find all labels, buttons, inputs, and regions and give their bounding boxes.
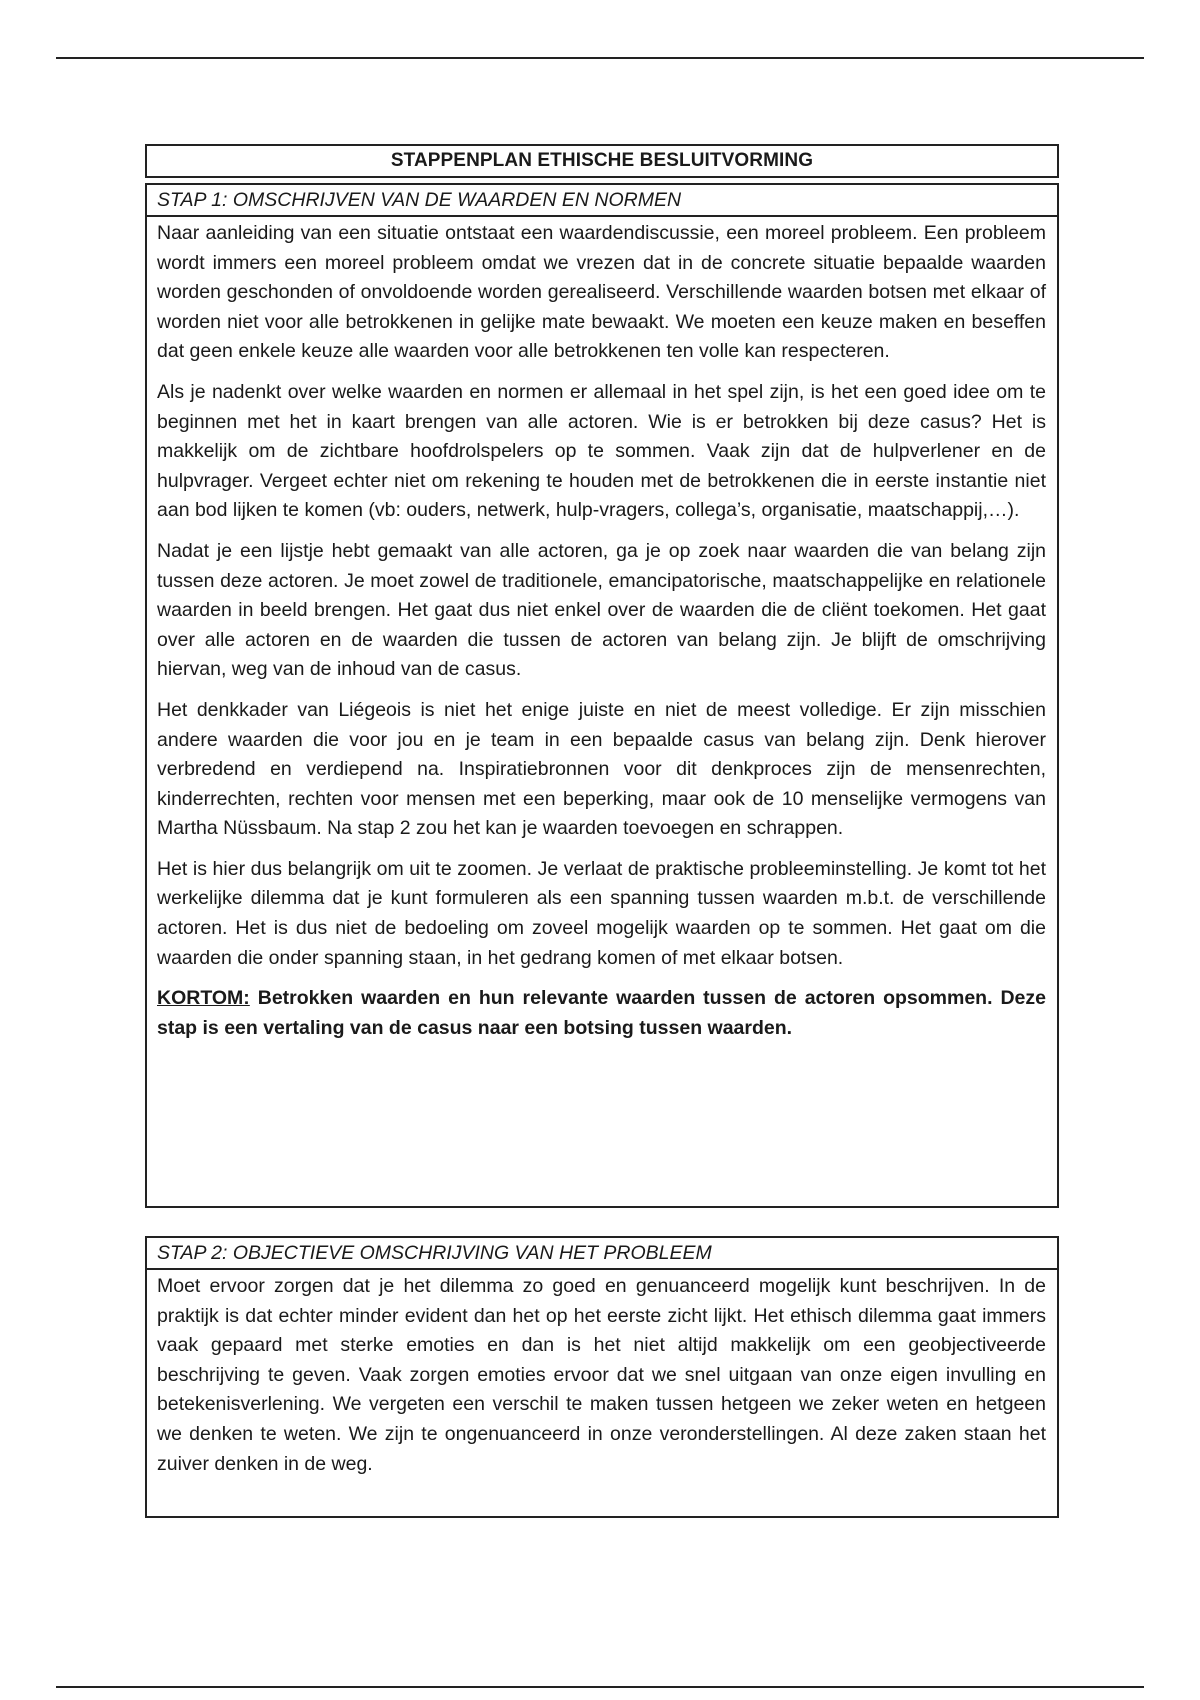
step-1-summary	[157, 984, 1046, 1043]
header-rule	[56, 57, 1144, 59]
step-2-heading: STAP 2: OBJECTIEVE OMSCHRIJVING VAN HET PROBLEEM	[147, 1238, 1057, 1270]
document-title: STAPPENPLAN ETHISCHE BESLUITVORMING	[145, 144, 1059, 178]
kortom-label: KORTOM:	[157, 987, 250, 1010]
step-1-body	[147, 217, 1057, 1043]
kortom-text: Betrokken waarden en hun relevante waarden tussen de actoren opsommen. Deze stap is een vertaling van de casus naar een botsing tussen waarden.	[157, 987, 1046, 1039]
step-1-section	[145, 183, 1059, 1208]
step-1-paragraph-5: Het is hier dus belangrijk om uit te zoomen. Je verlaat de praktische probleeminstelling. Je komt tot het werkelijke dilemma dat je kunt formuleren als een spanning tussen waarden m.b.t. de verschillende actoren. Het is dus niet de bedoeling om zoveel mogelijk waarden op te sommen. Het gaat om die waarden die onder spanning staan, in het gedrang komen of met elkaar botsen.	[157, 857, 1046, 969]
step-2-body	[147, 1270, 1057, 1479]
step-1-paragraph-1: Naar aanleiding van een situatie ontstaat een waardendiscussie, een moreel probleem. Een probleem wordt immers een moreel probleem omdat we vrezen dat in de concrete situatie bepaalde waarden worden geschonden of onvoldoende worden gerealiseerd. Verschillende waarden botsen met elkaar of worden niet voor alle betrokkenen in gelijke mate bewaakt. We moeten een keuze maken en beseffen dat geen enkele keuze alle waarden voor alle betrokkenen ten volle kan respecteren.	[157, 222, 1046, 363]
step-2-section	[145, 1236, 1059, 1518]
step-2-paragraph: Moet ervoor zorgen dat je het dilemma zo goed en genuanceerd mogelijk kunt beschrijven. In de praktijk is dat echter minder evident dan het op het eerste zicht lijkt. Het ethisch dilemma gaat immers vaak gepaard met sterke emoties en dan is het niet altijd makkelijk om een geobjectiveerde beschrijving te geven. Vaak zorgen emoties ervoor dat we snel uitgaan van onze eigen invulling en betekenisverlening. We vergeten een verschil te maken tussen hetgeen we zeker weten en hetgeen we denken te weten. We zijn te ongenuanceerd in onze veronderstellingen. Al deze zaken staan het zuiver denken in de weg.	[157, 1275, 1046, 1475]
step-1-paragraph-2: Als je nadenkt over welke waarden en normen er allemaal in het spel zijn, is het een goed idee om te beginnen met het in kaart brengen van alle actoren. Wie is er betrokken bij deze casus? Het is makkelijk om de zichtbare hoofdrolspelers op te sommen. Vaak zijn dat de hulpverlener en de hulpvrager. Vergeet echter niet om rekening te houden met de betrokkenen die in eerste instantie niet aan bod lijken te komen (vb: ouders, netwerk, hulp-vragers, collega’s, organisatie, maatschappij,…).	[157, 380, 1046, 522]
step-1-paragraph-4: Het denkkader van Liégeois is niet het enige juiste en niet de meest volledige. Er zijn misschien andere waarden die voor jou en je team in een bepaalde casus van belang zijn. Denk hierover verbredend en verdiepend na. Inspiratiebronnen voor dit denkproces zijn de mensenrechten, kinderrechten, rechten voor mensen met een beperking, maar ook de 10 menselijke vermogens van Martha Nüssbaum. Na stap 2 zou het kan je waarden toevoegen en schrappen.	[157, 698, 1046, 840]
step-1-heading: STAP 1: OMSCHRIJVEN VAN DE WAARDEN EN NORMEN	[147, 185, 1057, 217]
step-1-paragraph-3: Nadat je een lijstje hebt gemaakt van alle actoren, ga je op zoek naar waarden die van belang zijn tussen deze actoren. Je moet zowel de traditionele, emancipatorische, maatschappelijke en relationele waarden in beeld brengen. Het gaat dus niet enkel over de waarden die de cliënt toekomen. Het gaat over alle actoren en de waarden die tussen de actoren van belang zijn. Je blijft de omschrijving hiervan, weg van de inhoud van de casus.	[157, 539, 1046, 681]
footer-rule	[56, 1686, 1144, 1688]
